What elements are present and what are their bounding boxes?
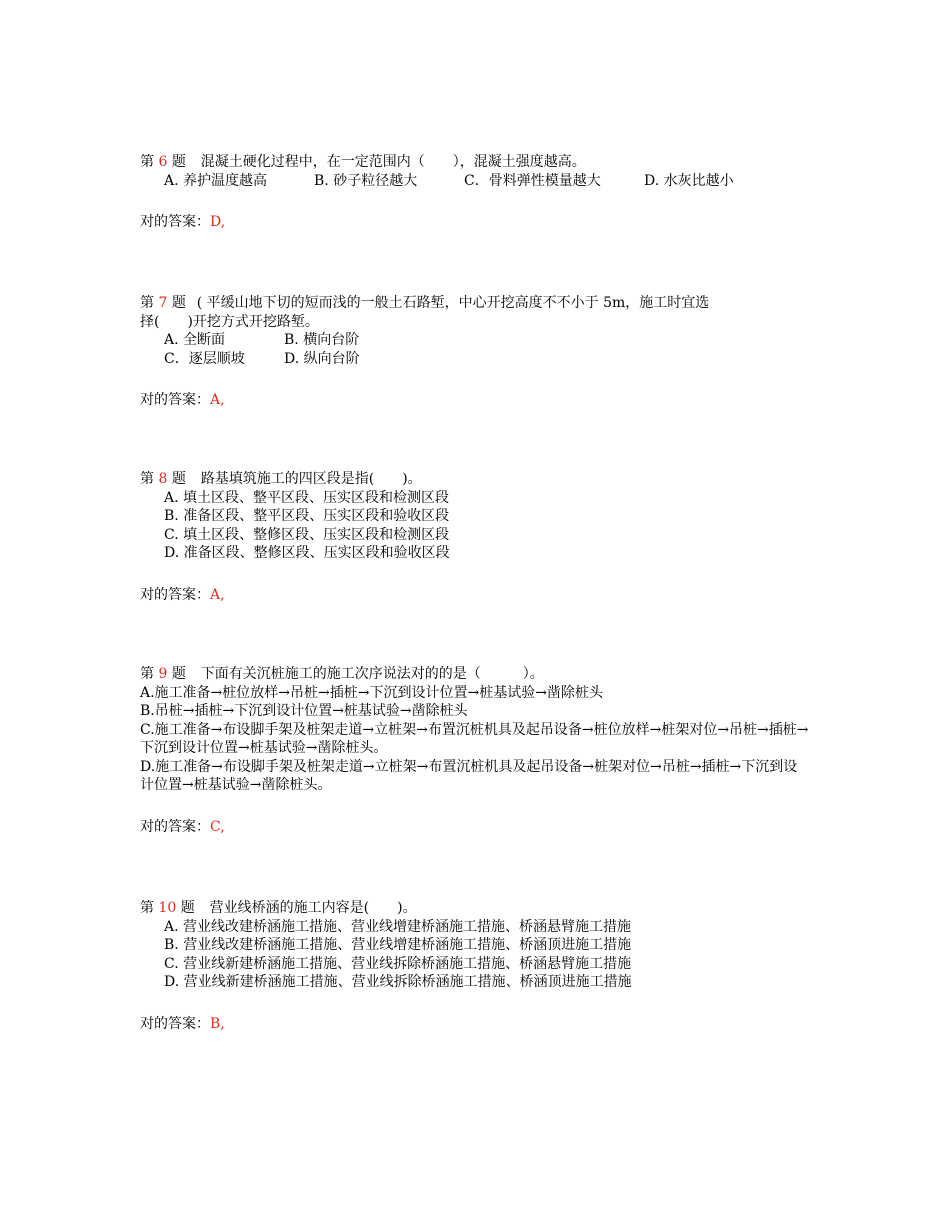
question-suffix: 题 bbox=[171, 154, 186, 170]
answer-value: B, bbox=[210, 1016, 225, 1032]
question-prefix: 第 bbox=[140, 154, 154, 170]
answer-8 bbox=[140, 586, 225, 604]
question-stem: 营业线桥涵的施工内容是( )。 bbox=[209, 900, 417, 916]
question-prefix: 第 bbox=[140, 471, 154, 487]
answer-10 bbox=[140, 1015, 225, 1033]
option-a: A. 填土区段、整平区段、压实区段和检测区段 bbox=[164, 489, 450, 506]
question-suffix: 题 bbox=[180, 900, 195, 916]
question-suffix: 题 bbox=[171, 471, 186, 487]
option-b: B.吊桩→插桩→下沉到设计位置→桩基试验→凿除桩头 bbox=[140, 703, 468, 719]
question-10-stem-line bbox=[140, 899, 830, 918]
question-prefix: 第 bbox=[140, 900, 154, 916]
question-7-stem-line bbox=[140, 294, 830, 313]
question-6 bbox=[140, 153, 830, 190]
answer-label: 对的答案： bbox=[140, 392, 210, 408]
answer-value: C, bbox=[210, 819, 225, 835]
option-c: C. 营业线新建桥涵施工措施、营业线拆除桥涵施工措施、桥涵悬臂施工措施 bbox=[164, 955, 632, 972]
question-stem-line-1: ( 平缓山地下切的短而浅的一般土石路堑，中心开挖高度不不小于 5m，施工时宜选 bbox=[196, 295, 710, 311]
question-number: 10 bbox=[158, 900, 177, 916]
question-7-options-row-2 bbox=[140, 350, 830, 369]
question-6-options bbox=[140, 172, 830, 191]
option-d: D. 纵向台阶 bbox=[284, 350, 360, 367]
question-9 bbox=[140, 665, 810, 795]
option-c: C．逐层顺坡 bbox=[164, 350, 245, 367]
option-d: D.施工准备→布设脚手架及桩架走道→立桩架→布置沉桩机具及起吊设备→桩架对位→吊桩→插桩→下沉到设计位置→桩基试验→凿除桩头。 bbox=[140, 758, 798, 793]
option-b: B. 准备区段、整平区段、压实区段和验收区段 bbox=[164, 508, 450, 524]
option-d: D. 营业线新建桥涵施工措施、营业线拆除桥涵施工措施、桥涵顶进施工措施 bbox=[164, 974, 632, 990]
question-number: 8 bbox=[158, 471, 168, 487]
question-stem: 下面有关沉桩施工的施工次序说法对的的是（ ）。 bbox=[200, 666, 544, 682]
answer-value: A, bbox=[210, 392, 225, 408]
answer-label: 对的答案： bbox=[140, 214, 210, 230]
question-10 bbox=[140, 899, 830, 992]
question-7-stem-line-2: 择( )开挖方式开挖路堑。 bbox=[140, 313, 319, 330]
question-number: 6 bbox=[158, 154, 168, 170]
question-7 bbox=[140, 294, 830, 368]
option-c: C．骨料弹性模量越大 bbox=[464, 172, 601, 189]
answer-label: 对的答案： bbox=[140, 819, 210, 835]
option-a: A.施工准备→桩位放样→吊桩→插桩→下沉到设计位置→桩基试验→凿除桩头 bbox=[140, 684, 603, 701]
answer-label: 对的答案： bbox=[140, 587, 210, 603]
option-b: B. 横向台阶 bbox=[284, 332, 360, 348]
question-7-options-row-1 bbox=[140, 331, 830, 350]
question-stem: 路基填筑施工的四区段是指( )。 bbox=[200, 471, 422, 487]
question-number: 7 bbox=[158, 295, 168, 311]
option-b: B. 砂子粒径越大 bbox=[314, 172, 418, 189]
answer-6 bbox=[140, 213, 225, 231]
option-d: D. 水灰比越小 bbox=[644, 172, 734, 189]
option-a: A. 全断面 bbox=[164, 332, 226, 348]
option-a: A. 养护温度越高 bbox=[164, 172, 268, 189]
answer-label: 对的答案： bbox=[140, 1016, 210, 1032]
question-6-stem-line bbox=[140, 153, 830, 172]
question-number: 9 bbox=[158, 666, 168, 682]
question-prefix: 第 bbox=[140, 295, 154, 311]
question-9-stem-line bbox=[140, 665, 810, 684]
answer-value: A, bbox=[210, 587, 225, 603]
question-8-stem-line bbox=[140, 470, 830, 489]
option-d: D. 准备区段、整修区段、压实区段和验收区段 bbox=[164, 545, 450, 561]
option-c: C.施工准备→布设脚手架及桩架走道→立桩架→布置沉桩机具及起吊设备→桩位放样→桩架对位→吊桩→插桩→下沉到设计位置→桩基试验→凿除桩头。 bbox=[140, 721, 809, 756]
answer-value: D, bbox=[210, 214, 226, 230]
question-8 bbox=[140, 470, 830, 563]
option-b: B. 营业线改建桥涵施工措施、营业线增建桥涵施工措施、桥涵顶进施工措施 bbox=[164, 937, 632, 953]
answer-7 bbox=[140, 391, 225, 409]
option-c: C. 填土区段、整修区段、压实区段和检测区段 bbox=[164, 526, 450, 543]
question-suffix: 题 bbox=[171, 666, 186, 682]
question-prefix: 第 bbox=[140, 666, 154, 682]
question-suffix: 题 bbox=[171, 295, 186, 311]
option-a: A. 营业线改建桥涵施工措施、营业线增建桥涵施工措施、桥涵悬臂施工措施 bbox=[164, 918, 632, 935]
question-stem: 混凝土硬化过程中，在一定范围内（ ），混凝土强度越高。 bbox=[200, 154, 586, 170]
answer-9 bbox=[140, 818, 225, 836]
